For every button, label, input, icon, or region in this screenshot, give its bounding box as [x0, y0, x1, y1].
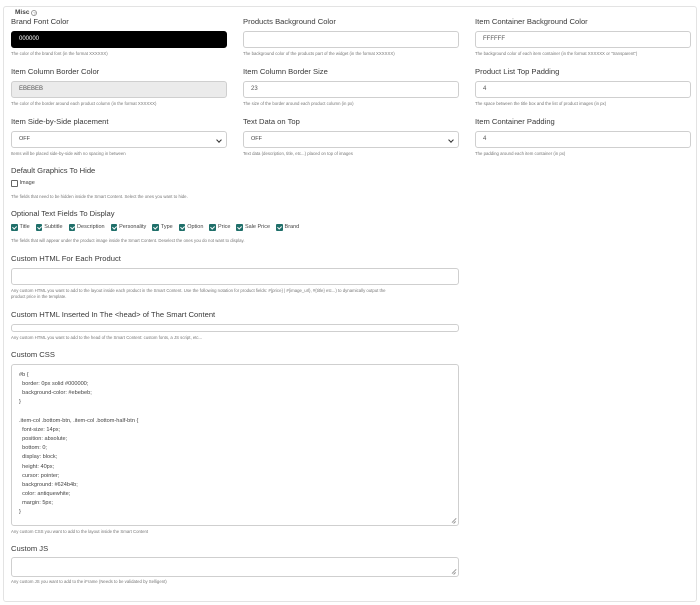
- checkbox-type-label: Type: [160, 224, 173, 231]
- section-legend: [13, 9, 39, 16]
- checkbox-sale-price-label: Sale Price: [244, 224, 271, 231]
- item-side-by-side-hint: Items will be placed side-by-side with no spacing in between: [11, 151, 126, 156]
- products-bg-color-input[interactable]: [243, 31, 459, 48]
- checkbox-description[interactable]: [69, 224, 105, 231]
- default-graphics-options: [11, 180, 41, 187]
- checkbox-subtitle-label: Subtitle: [44, 224, 63, 231]
- brand-font-color-label: Brand Font Color: [11, 17, 69, 26]
- text-data-on-top-value: OFF: [251, 136, 262, 142]
- checkbox-checked-icon: [209, 224, 216, 231]
- checkbox-image-label: Image: [19, 180, 35, 187]
- custom-html-head-label: Custom HTML Inserted In The <head> of The Smart Content: [11, 310, 216, 319]
- text-data-on-top-hint: Text data (description, title, etc...) placed on top of images: [243, 151, 353, 156]
- checkbox-type[interactable]: [152, 224, 172, 231]
- checkbox-option-label: Option: [187, 224, 204, 231]
- item-column-border-color-input[interactable]: EBEBEB: [11, 81, 227, 98]
- resize-handle-icon[interactable]: [451, 569, 456, 574]
- checkbox-checked-icon: [236, 224, 243, 231]
- custom-css-label: Custom CSS: [11, 350, 55, 359]
- text-data-on-top-select[interactable]: [243, 131, 459, 148]
- checkbox-checked-icon: [111, 224, 118, 231]
- product-list-top-padding-label: Product List Top Padding: [475, 67, 560, 76]
- custom-css-hint: Any custom CSS you want to add to the layout inside the Smart Content: [11, 529, 149, 534]
- item-column-border-size-label: Item Column Border Size: [243, 67, 328, 76]
- item-column-border-color-label: Item Column Border Color: [11, 67, 100, 76]
- product-list-top-padding-hint: The space between the title box and the list of product images (in px): [475, 101, 607, 106]
- custom-html-product-hint-2: product price in the template.: [11, 294, 67, 299]
- section-title: Misc: [15, 9, 30, 16]
- checkbox-checked-icon: [69, 224, 76, 231]
- checkbox-price-label: Price: [217, 224, 231, 231]
- products-bg-color-hint: The background color of the products part of the widget (in the format XXXXXX): [243, 51, 395, 56]
- checkbox-checked-icon: [36, 224, 43, 231]
- custom-html-head-hint: Any custom HTML you want to add to the head of the Smart Content: custom fonts, a JS script, etc...: [11, 335, 203, 340]
- checkbox-sale-price[interactable]: [236, 224, 270, 231]
- default-graphics-label: Default Graphics To Hide: [11, 166, 96, 175]
- item-container-bg-hint: The background color of each item container (in the format XXXXXX or "transparent"): [475, 51, 638, 56]
- item-side-by-side-label: Item Side-by-Side placement: [11, 117, 109, 126]
- custom-html-product-hint-1: Any custom HTML you want to add to the layout inside each product in the Smart Content. Use the following notation for product fields: #{price} | #{image_url}, #{title} etc...) to dynamically output the: [11, 288, 386, 293]
- chevron-down-icon: [216, 137, 222, 143]
- checkbox-checked-icon: [11, 224, 18, 231]
- help-icon[interactable]: ?: [33, 10, 36, 16]
- checkbox-brand-label: Brand: [284, 224, 300, 231]
- item-container-bg-label: Item Container Background Color: [475, 17, 588, 26]
- checkbox-image[interactable]: [11, 180, 35, 187]
- brand-font-color-input[interactable]: 000000: [11, 31, 227, 48]
- checkbox-price[interactable]: [209, 224, 230, 231]
- item-column-border-size-hint: The size of the border around each product column (in px): [243, 101, 354, 106]
- default-graphics-hint: The fields that need to be hidden inside the Smart Content. Select the ones you want to hide.: [11, 194, 188, 199]
- item-container-padding-hint: The padding around each item container (in px): [475, 151, 566, 156]
- checkbox-unchecked-icon: [11, 180, 18, 187]
- optional-text-fields-label: Optional Text Fields To Display: [11, 209, 115, 218]
- products-bg-color-label: Products Background Color: [243, 17, 336, 26]
- optional-text-fields-hint: The fields that will appear under the product image inside the Smart Content. Deselect the ones you do not want to display.: [11, 238, 245, 243]
- checkbox-personality-label: Personality: [119, 224, 147, 231]
- custom-js-hint: Any custom JS you want to add to the iFrame (Needs to be validated by Selligent): [11, 579, 167, 584]
- chevron-down-icon: [448, 137, 454, 143]
- text-data-on-top-label: Text Data on Top: [243, 117, 300, 126]
- custom-js-label: Custom JS: [11, 544, 49, 553]
- item-side-by-side-select[interactable]: [11, 131, 227, 148]
- custom-css-code: #b { border: 0px solid #000000; background-color: #ebebeb; } .item-col .bottom-btn, .item-col .bottom-half-btn { font-size: 14px; position: absolute; bottom: 0; display: block; height: 40px; cursor: pointer; background: #624b4b; color: antiquewhite; margin: 5px; }: [19, 372, 139, 516]
- custom-html-product-label: Custom HTML For Each Product: [11, 254, 121, 263]
- custom-html-head-input[interactable]: [11, 324, 459, 332]
- checkbox-title-label: Title: [19, 224, 30, 231]
- custom-html-product-input[interactable]: [11, 268, 459, 285]
- checkbox-personality[interactable]: [111, 224, 147, 231]
- checkbox-checked-icon: [179, 224, 186, 231]
- checkbox-description-label: Description: [77, 224, 105, 231]
- item-side-by-side-value: OFF: [19, 136, 30, 142]
- custom-css-textarea[interactable]: [11, 364, 459, 526]
- resize-handle-icon[interactable]: [451, 518, 456, 523]
- item-container-padding-label: Item Container Padding: [475, 117, 555, 126]
- optional-text-fields-options: [11, 224, 305, 231]
- custom-js-textarea[interactable]: [11, 557, 459, 577]
- checkbox-option[interactable]: [179, 224, 204, 231]
- product-list-top-padding-input[interactable]: 4: [475, 81, 691, 98]
- item-container-padding-input[interactable]: 4: [475, 131, 691, 148]
- checkbox-title[interactable]: [11, 224, 30, 231]
- checkbox-brand[interactable]: [276, 224, 299, 231]
- brand-font-color-hint: The color of the brand font (in the format XXXXXX): [11, 51, 108, 56]
- checkbox-checked-icon: [152, 224, 159, 231]
- item-column-border-color-hint: The color of the border around each product column (in the format XXXXXX): [11, 101, 157, 106]
- checkbox-checked-icon: [276, 224, 283, 231]
- item-column-border-size-input[interactable]: 23: [243, 81, 459, 98]
- checkbox-subtitle[interactable]: [36, 224, 63, 231]
- item-container-bg-input[interactable]: FFFFFF: [475, 31, 691, 48]
